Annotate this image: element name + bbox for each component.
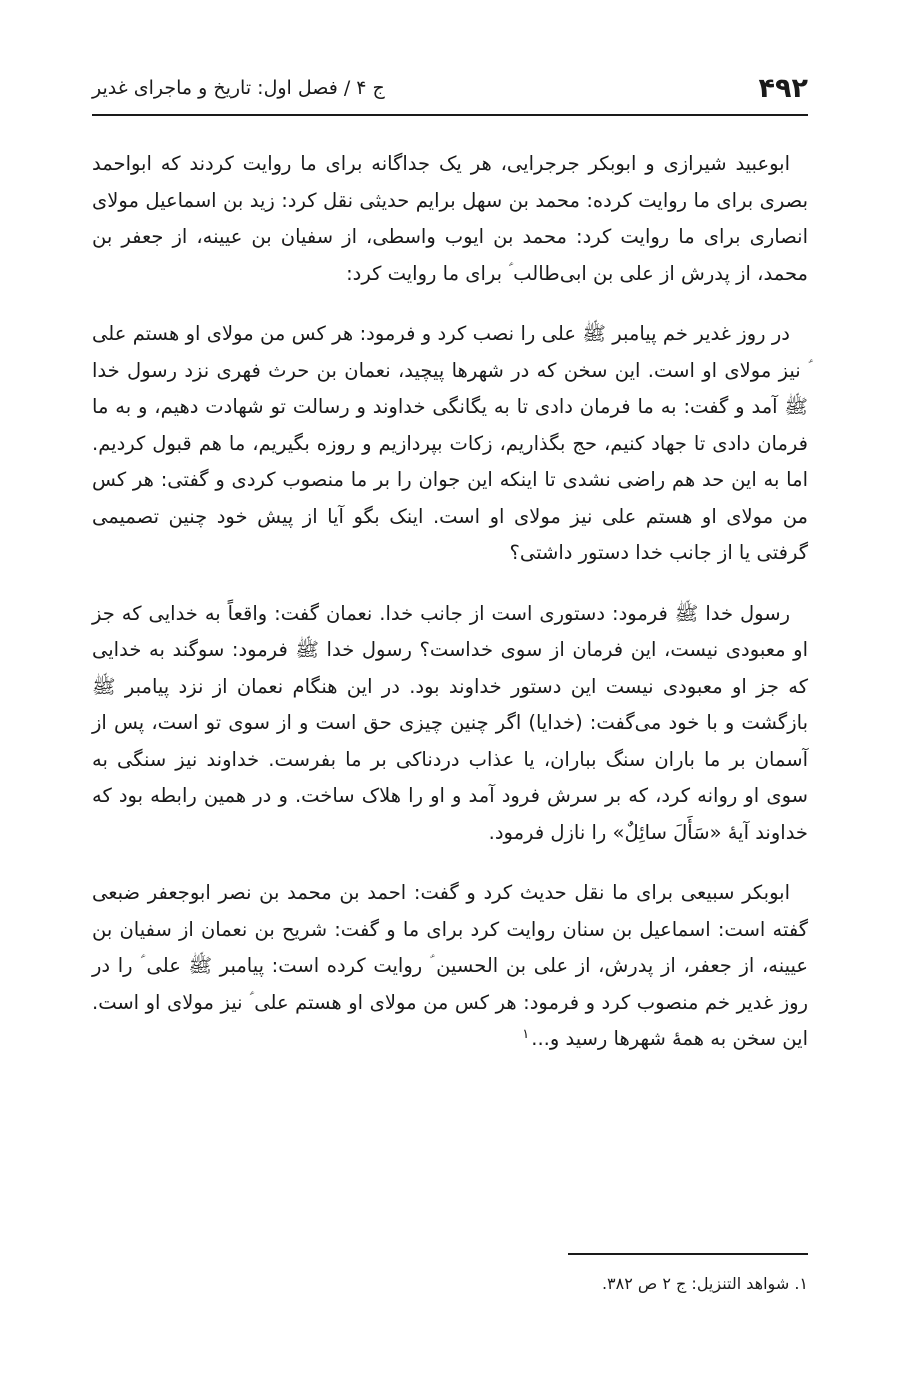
running-title: ج ۴ / فصل اول: تاریخ و ماجرای غدیر — [92, 77, 385, 99]
paragraph-4 — [92, 875, 808, 1058]
paragraph-4-text: ابوبکر سبیعی برای ما نقل حدیث کرد و گفت: احمد بن محمد بن نصر ابوجعفر ضبعی گفته است: اسماعیل بن سنان روایت کرد برای ما و گفت: شریح بن نعمان از سفیان بن عیینه، از جعفر، از پدرش، از علی بن الحسین ؑ روایت کرده است: پیامبر ﷺ علی ؑ را در روز غدیر خم منصوب کرد و فرمود: هر کس من مولای او هستم علی ؑ نیز مولای او است. این سخن به همهٔ شهرها رسید و... — [92, 881, 808, 1050]
paragraph-1: ابوعبید شیرازی و ابوبکر جرجرایی، هر یک جداگانه برای ما روایت کردند که ابواحمد بصری برای ما روایت کرده: محمد بن سهل برایم حدیثی نقل کرد: زید بن اسماعیل مولای انصاری برای ما روایت کرد: محمد بن ایوب واسطی، از سفیان بن عیینه، از جعفر بن محمد، از پدرش از علی بن ابی‌طالب ؑ برای ما روایت کرد: — [92, 152, 808, 285]
footnote: ۱. شواهد التنزیل: ج ۲ ص ۳۸۲. — [601, 1274, 808, 1293]
footnote-divider — [568, 1253, 808, 1255]
footnote-reference: ۱ — [522, 1026, 530, 1042]
paragraph-2: در روز غدیر خم پیامبر ﷺ علی را نصب کرد و فرمود: هر کس من مولای او هستم علی ؑ نیز مولای او است. این سخن که در شهرها پیچید، نعمان بن حرث فهری نزد رسول خدا ﷺ آمد و گفت: به ما فرمان دادی تا به یگانگی خداوند و رسالت تو شهادت دهیم، و به ما فرمان دادی تا جهاد کنیم، حج بگذاریم، زکات بپردازیم و روزه بگیریم، ما هم قبول کردیم. اما به این حد هم راضی نشدی تا اینکه این جوان را بر ما منصوب کردی و گفتی: هر کس من مولای او هستم علی نیز مولای او است. اینک بگو آیا از پیش خود چنین تصمیمی گرفتی یا از جانب خدا دستور داشتی؟ — [92, 322, 808, 564]
page-number: ۴۹۲ — [758, 72, 808, 104]
running-header — [92, 62, 808, 116]
paragraph-3: رسول خدا ﷺ فرمود: دستوری است از جانب خدا. نعمان گفت: واقعاً به خدایی که جز او معبودی نیست، این فرمان از سوی خداست؟ رسول خدا ﷺ فرمود: سوگند به خدایی که جز او معبودی نیست این دستور خداوند بود. در این هنگام نعمان از نزد پیامبر ﷺ بازگشت و با خود می‌گفت: (خدایا) اگر چنین چیزی حق است و از سوی تو است، پس از آسمان بر ما باران سنگ بباران، یا عذاب دردناکی بر ما بفرست. خداوند نیز سنگی به سوی او روانه کرد، که بر سرش فرود آمد و او را هلاک ساخت. و در همین رابطه بود که خداوند آیهٔ «سَأَلَ سائِلٌ» را نازل فرمود. — [92, 601, 808, 844]
body-text — [92, 146, 808, 1082]
